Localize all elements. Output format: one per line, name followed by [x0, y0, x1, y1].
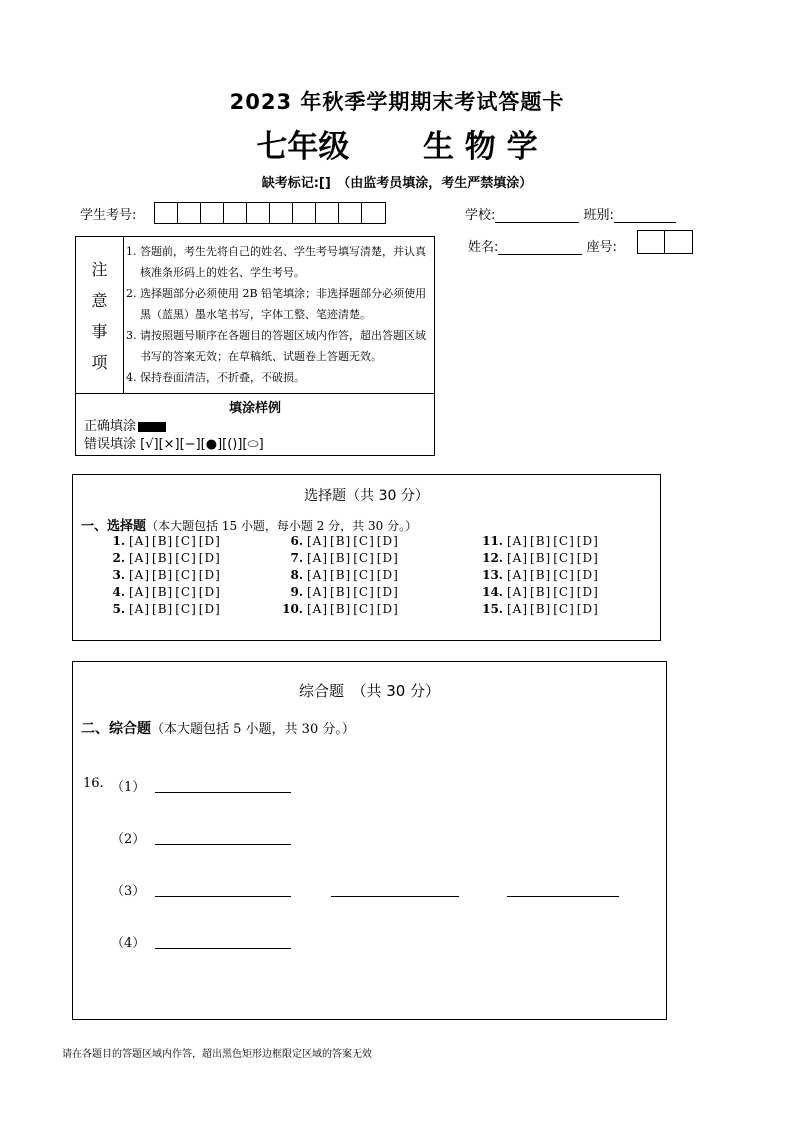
option-bubble[interactable]: [B] — [152, 602, 174, 616]
multiple-choice-section — [72, 474, 661, 641]
question-number: 8. — [290, 568, 303, 582]
option-bubble[interactable]: [C] — [353, 602, 375, 616]
question-number: 12. — [482, 551, 503, 565]
option-bubble[interactable]: [B] — [530, 568, 552, 582]
mc-question-row — [281, 533, 401, 550]
option-bubble[interactable]: [C] — [553, 585, 575, 599]
id-digit-box[interactable] — [247, 203, 270, 223]
mc-question-row — [281, 601, 401, 618]
notice-item: 3. 请按照题号顺序在各题目的答题区域内作答，超出答题区域书写的答案无效；在草稿纸、试题卷上答题无效。 — [126, 329, 426, 363]
notice-item: 2. 选择题部分必须使用 2B 铅笔填涂；非选择题部分必须使用黑（蓝黑）墨水笔书写，字体工整、笔迹清楚。 — [126, 287, 427, 321]
option-bubble[interactable]: [A] — [507, 568, 529, 582]
option-bubble[interactable]: [A] — [129, 551, 151, 565]
question-number: 10. — [282, 602, 303, 616]
option-bubble[interactable]: [A] — [307, 568, 329, 582]
notice-head-char: 项 — [91, 353, 108, 372]
answer-line[interactable] — [155, 948, 291, 949]
option-bubble[interactable]: [B] — [530, 585, 552, 599]
mc-question-row — [481, 567, 601, 584]
footer-note: 请在各题目的答题区域内作答，超出黑色矩形边框限定区域的答案无效 — [62, 1049, 372, 1060]
mc-section-label: 一、选择题 — [81, 519, 147, 534]
notice-heading — [76, 237, 124, 393]
id-digit-box[interactable] — [270, 203, 293, 223]
mc-question-row — [103, 584, 223, 601]
notice-head-char: 意 — [91, 291, 108, 310]
option-bubble[interactable]: [A] — [129, 602, 151, 616]
answer-line[interactable] — [155, 792, 291, 793]
option-bubble[interactable]: [C] — [175, 602, 197, 616]
option-bubble[interactable]: [D] — [376, 585, 399, 599]
answer-line[interactable] — [507, 896, 619, 897]
id-digit-box[interactable] — [362, 203, 385, 223]
answer-line[interactable] — [155, 844, 291, 845]
option-bubble[interactable]: [D] — [376, 551, 399, 565]
seat-label: 座号: — [586, 240, 617, 255]
option-bubble[interactable]: [D] — [198, 602, 221, 616]
option-bubble[interactable]: [D] — [198, 534, 221, 548]
wrong-marks: [√][×][−][●][()][⬭] — [140, 437, 264, 452]
seat-boxes[interactable] — [637, 230, 693, 254]
comp-section-label: 二、综合题 — [81, 721, 151, 737]
seat-digit-box[interactable] — [665, 231, 692, 253]
notice-box — [75, 236, 435, 456]
mc-question-row — [103, 550, 223, 567]
correct-label: 正确填涂 — [84, 419, 137, 434]
option-bubble[interactable]: [D] — [198, 585, 221, 599]
option-bubble[interactable]: [D] — [576, 585, 599, 599]
part-label: （4） — [111, 936, 146, 951]
mc-question-row — [481, 584, 601, 601]
mc-question-row — [481, 550, 601, 567]
mc-question-row — [481, 533, 601, 550]
notice-item: 1. 答题前，考生先将自己的姓名、学生考号填写清楚，并认真核准条形码上的姓名、学生考号。 — [126, 245, 426, 279]
option-bubble[interactable]: [D] — [376, 534, 399, 548]
mc-column — [281, 533, 401, 618]
question-number: 7. — [290, 551, 303, 565]
option-bubble[interactable]: [D] — [376, 568, 399, 582]
mc-section-desc: （本大题包括 15 小题，每小题 2 分，共 30 分。） — [146, 519, 418, 533]
mc-column — [481, 533, 601, 618]
answer-line[interactable] — [331, 896, 459, 897]
option-bubble[interactable]: [A] — [129, 585, 151, 599]
option-bubble[interactable]: [C] — [175, 551, 197, 565]
option-bubble[interactable]: [A] — [507, 585, 529, 599]
name-field — [468, 236, 617, 255]
comprehensive-section — [72, 661, 667, 1020]
question-number: 4. — [112, 585, 125, 599]
question-number: 5. — [112, 602, 125, 616]
option-bubble[interactable]: [D] — [198, 551, 221, 565]
mc-question-row — [281, 567, 401, 584]
answer-line[interactable] — [155, 896, 291, 897]
option-bubble[interactable]: [C] — [553, 534, 575, 548]
id-digit-box[interactable] — [224, 203, 247, 223]
wrong-sample — [84, 433, 264, 452]
id-digit-box[interactable] — [178, 203, 201, 223]
seat-digit-box[interactable] — [638, 231, 665, 253]
sheet-title: 2023 年秋季学期期末考试答题卡 — [229, 90, 565, 114]
option-bubble[interactable]: [C] — [553, 551, 575, 565]
option-bubble[interactable]: [B] — [330, 568, 352, 582]
option-bubble[interactable]: [C] — [353, 551, 375, 565]
option-bubble[interactable]: [D] — [576, 568, 599, 582]
mc-question-row — [481, 601, 601, 618]
class-input[interactable] — [614, 208, 676, 223]
option-bubble[interactable]: [A] — [507, 551, 529, 565]
student-id-label: 学生考号: — [80, 208, 137, 223]
option-bubble[interactable]: [C] — [175, 568, 197, 582]
correct-sample — [84, 415, 166, 434]
option-bubble[interactable]: [B] — [530, 551, 552, 565]
option-bubble[interactable]: [B] — [530, 534, 552, 548]
option-bubble[interactable]: [D] — [576, 534, 599, 548]
option-bubble[interactable]: [A] — [507, 534, 529, 548]
option-bubble[interactable]: [B] — [330, 602, 352, 616]
grade: 七年级 — [256, 129, 350, 165]
question-number: 3. — [112, 568, 125, 582]
question-number: 15. — [482, 602, 503, 616]
school-field — [465, 204, 676, 223]
id-digit-box[interactable] — [293, 203, 316, 223]
option-bubble[interactable]: [B] — [152, 551, 174, 565]
question-number: 6. — [290, 534, 303, 548]
option-bubble[interactable]: [D] — [376, 602, 399, 616]
option-bubble[interactable]: [A] — [307, 602, 329, 616]
option-bubble[interactable]: [D] — [576, 602, 599, 616]
name-label: 姓名: — [468, 240, 499, 255]
notice-item: 4. 保持卷面清洁，不折叠，不破损。 — [126, 371, 305, 384]
option-bubble[interactable]: [A] — [307, 534, 329, 548]
notice-list — [126, 241, 431, 388]
sample-title: 填涂样例 — [228, 401, 281, 416]
option-bubble[interactable]: [B] — [330, 585, 352, 599]
name-input[interactable] — [498, 240, 582, 255]
subject: 生 物 学 — [423, 129, 538, 165]
option-bubble[interactable]: [C] — [553, 568, 575, 582]
option-bubble[interactable]: [C] — [553, 602, 575, 616]
option-bubble[interactable]: [A] — [507, 602, 529, 616]
id-digit-box[interactable] — [201, 203, 224, 223]
option-bubble[interactable]: [D] — [576, 551, 599, 565]
school-input[interactable] — [495, 208, 579, 223]
option-bubble[interactable]: [C] — [353, 568, 375, 582]
option-bubble[interactable]: [A] — [129, 568, 151, 582]
comp-section-desc: （本大题包括 5 小题，共 30 分。） — [151, 722, 355, 737]
mc-question-row — [103, 601, 223, 618]
school-label: 学校: — [465, 208, 496, 223]
mc-question-row — [103, 533, 223, 550]
option-bubble[interactable]: [B] — [152, 534, 174, 548]
wrong-label: 错误填涂 — [84, 437, 137, 452]
option-bubble[interactable]: [A] — [129, 534, 151, 548]
option-bubble[interactable]: [C] — [175, 585, 197, 599]
student-id-boxes[interactable] — [154, 202, 386, 224]
mc-question-row — [281, 550, 401, 567]
mc-title: 选择题（共 30 分） — [304, 488, 429, 504]
filled-mark-icon — [138, 422, 166, 432]
option-bubble[interactable]: [A] — [307, 585, 329, 599]
option-bubble[interactable]: [C] — [353, 534, 375, 548]
comp-title: 综合题 （共 30 分） — [298, 682, 441, 700]
comp-section-head — [81, 718, 355, 738]
absent-mark: 缺考标记:[] （由监考员填涂，考生严禁填涂） — [261, 176, 533, 191]
part-label: （1） — [111, 780, 146, 795]
id-digit-box[interactable] — [155, 203, 178, 223]
question-number: 13. — [482, 568, 503, 582]
mc-section-head — [81, 515, 417, 534]
option-bubble[interactable]: [B] — [152, 568, 174, 582]
option-bubble[interactable]: [A] — [307, 551, 329, 565]
part-label: （3） — [111, 884, 146, 899]
question-number: 11. — [482, 534, 503, 548]
question-number: 2. — [112, 551, 125, 565]
question-number: 9. — [290, 585, 303, 599]
grade-subject — [0, 121, 794, 166]
id-digit-box[interactable] — [339, 203, 362, 223]
option-bubble[interactable]: [B] — [330, 534, 352, 548]
id-digit-box[interactable] — [316, 203, 339, 223]
option-bubble[interactable]: [C] — [353, 585, 375, 599]
mc-column — [103, 533, 223, 618]
question-number: 14. — [482, 585, 503, 599]
part-label: （2） — [111, 832, 146, 847]
question-number: 16. — [83, 776, 104, 791]
class-label: 班别: — [583, 208, 614, 223]
notice-head-char: 注 — [91, 260, 108, 279]
notice-head-char: 事 — [91, 322, 108, 341]
mc-question-row — [103, 567, 223, 584]
option-bubble[interactable]: [B] — [330, 551, 352, 565]
option-bubble[interactable]: [B] — [152, 585, 174, 599]
option-bubble[interactable]: [B] — [530, 602, 552, 616]
mc-question-row — [281, 584, 401, 601]
question-number: 1. — [112, 534, 125, 548]
option-bubble[interactable]: [D] — [198, 568, 221, 582]
option-bubble[interactable]: [C] — [175, 534, 197, 548]
divider — [76, 393, 434, 394]
